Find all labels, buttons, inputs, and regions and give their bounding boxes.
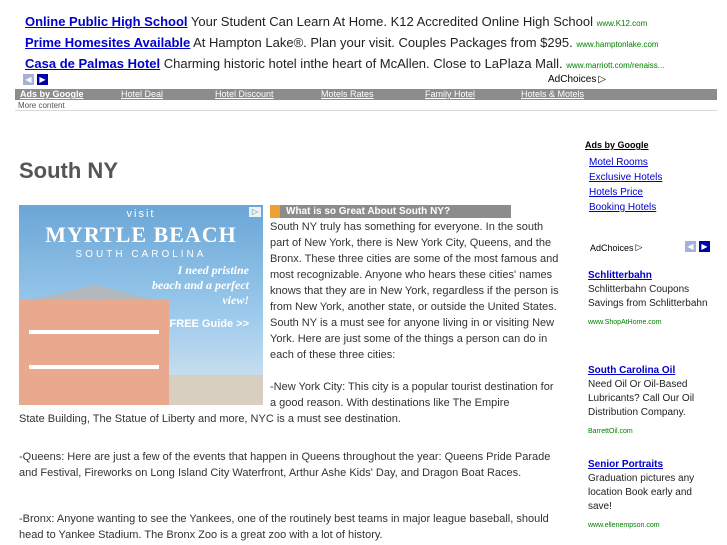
link-bar-item[interactable]: Motels Rates bbox=[321, 89, 374, 99]
sidebar-ads-by-google[interactable]: Ads by Google bbox=[585, 140, 649, 150]
sidebar-link[interactable]: Motel Rooms bbox=[589, 157, 648, 168]
more-content-label: More content bbox=[18, 101, 65, 110]
chevron-right-icon[interactable]: ▶ bbox=[37, 74, 48, 85]
top-ad bbox=[25, 14, 705, 35]
page-title: South NY bbox=[19, 158, 118, 183]
adchoices-icon: ▷ bbox=[598, 74, 607, 85]
banner-beach bbox=[169, 375, 263, 405]
top-ad-url[interactable]: www.marriott.com/renaiss... bbox=[566, 61, 665, 70]
article-paragraph: -Queens: Here are just a few of the events that happen in Queens throughout the year: Queens Pride Parade and Festival, Fireworks on Long Island City Waterfront, Arthur Ashe Kids' Day, and Dragon Boat Races. bbox=[19, 451, 551, 479]
article-paragraph: South NY truly has something for everyone. In the south part of New York, there is New York City, Queens, and the Bronx. These three cities are some of the most famous and most recognizable. Anyone who hears these cities' names knows that they are in New York, regardless if the person is from New York, another state, or outside the United States. South NY is a must see for anyone living in or visiting New York. Here are just some of the things a person can do in each of these three cities: bbox=[270, 221, 559, 361]
top-ad-title-link[interactable]: Casa de Palmas Hotel bbox=[25, 56, 161, 71]
link-bar-item[interactable]: Family Hotel bbox=[425, 89, 476, 99]
sidebar-ad-title[interactable]: South Carolina Oil bbox=[588, 365, 676, 376]
ads-by-google-link[interactable]: Ads by Google bbox=[20, 89, 84, 99]
adchoices-label: AdChoices bbox=[548, 74, 597, 85]
adchoices-badge[interactable] bbox=[548, 74, 606, 85]
sidebar-ad bbox=[588, 360, 713, 438]
sidebar-ad-title[interactable]: Senior Portraits bbox=[588, 459, 664, 470]
sidebar-ad bbox=[588, 454, 713, 532]
divider bbox=[15, 110, 717, 111]
banner-tagline: I need pristine beach and a perfect view! bbox=[152, 263, 249, 307]
section-heading bbox=[270, 205, 511, 218]
top-ad-url[interactable]: www.K12.com bbox=[596, 19, 648, 28]
section-heading-text: What is so Great About South NY? bbox=[286, 206, 451, 217]
top-ad-text: Charming historic hotel inthe heart of McAllen. Close to LaPlaza Mall. bbox=[163, 56, 563, 71]
sidebar-link[interactable]: Booking Hotels bbox=[589, 202, 657, 213]
top-ad-pager bbox=[23, 74, 48, 85]
article-column bbox=[270, 219, 562, 411]
top-ad bbox=[25, 35, 705, 56]
chevron-right-icon[interactable]: ▶ bbox=[699, 241, 710, 252]
sidebar-ad-url[interactable]: www.ShopAtHome.com bbox=[588, 319, 662, 326]
top-ad-title-link[interactable]: Online Public High School bbox=[25, 14, 188, 29]
ad-link-bar bbox=[15, 89, 717, 100]
chevron-left-icon[interactable]: ◀ bbox=[23, 74, 34, 85]
top-ad-text: Your Student Can Learn At Home. K12 Accredited Online High School bbox=[190, 14, 593, 29]
link-bar-item[interactable]: Hotel Deal bbox=[121, 89, 164, 99]
top-ad-title-link[interactable]: Prime Homesites Available bbox=[25, 35, 191, 50]
link-bar-item[interactable]: Hotel Discount bbox=[215, 89, 274, 99]
banner-visit-text: visit bbox=[126, 208, 156, 220]
banner-house bbox=[19, 300, 169, 405]
banner-cta[interactable]: FREE Guide >> bbox=[169, 318, 249, 330]
heading-bullet-icon bbox=[270, 205, 280, 218]
sidebar-ad-url[interactable]: www.ellenempson.com bbox=[588, 522, 660, 529]
article-paragraph: -New York City: This city is a popular tourist destination for a good reason. With destinations like The Empire bbox=[270, 381, 554, 409]
ad-info-icon[interactable]: ▷ bbox=[249, 207, 261, 217]
adchoices-label: AdChoices bbox=[590, 242, 634, 253]
link-bar-item[interactable]: Hotels & Motels bbox=[521, 89, 585, 99]
sidebar-link-list bbox=[589, 155, 662, 215]
banner-subtitle: SOUTH CAROLINA bbox=[75, 249, 207, 260]
banner-title: MYRTLE BEACH bbox=[45, 222, 237, 247]
sidebar-ad-desc: Graduation pictures any location Book early and save! bbox=[588, 473, 695, 512]
article-paragraph: State Building, The Statue of Liberty and more, NYC is a must see destination. bbox=[19, 413, 401, 425]
sidebar-link[interactable]: Exclusive Hotels bbox=[589, 172, 663, 183]
top-ad-list bbox=[25, 14, 705, 77]
sidebar-ad bbox=[588, 265, 713, 329]
top-ad-text: At Hampton Lake®. Plan your visit. Couples Packages from $295. bbox=[193, 35, 573, 50]
sidebar-ad-desc: Schlitterbahn Coupons Savings from Schlitterbahn bbox=[588, 284, 708, 309]
sidebar-adchoices[interactable] bbox=[590, 242, 642, 253]
article-paragraph: -Bronx: Anyone wanting to see the Yankees, one of the routinely best teams in major league baseball, should head to Yankee Stadium. The Bronx Zoo is a great zoo with a lot of history. bbox=[19, 513, 549, 541]
sidebar-ad-url[interactable]: BarrettOil.com bbox=[588, 428, 633, 435]
adchoices-icon: ▷ bbox=[635, 242, 643, 252]
myrtle-beach-banner-ad[interactable] bbox=[19, 205, 263, 405]
sidebar-link[interactable]: Hotels Price bbox=[589, 187, 643, 198]
sidebar-ad-title[interactable]: Schlitterbahn bbox=[588, 270, 652, 281]
sidebar-ad-pager bbox=[685, 241, 710, 252]
banner-porch-rail bbox=[29, 365, 159, 369]
chevron-left-icon[interactable]: ◀ bbox=[685, 241, 696, 252]
banner-porch-rail bbox=[29, 330, 159, 334]
top-ad-url[interactable]: www.hamptonlake.com bbox=[576, 40, 659, 49]
sidebar-ad-desc: Need Oil Or Oil-Based Lubricants? Call Our Oil Distribution Company. bbox=[588, 379, 695, 418]
